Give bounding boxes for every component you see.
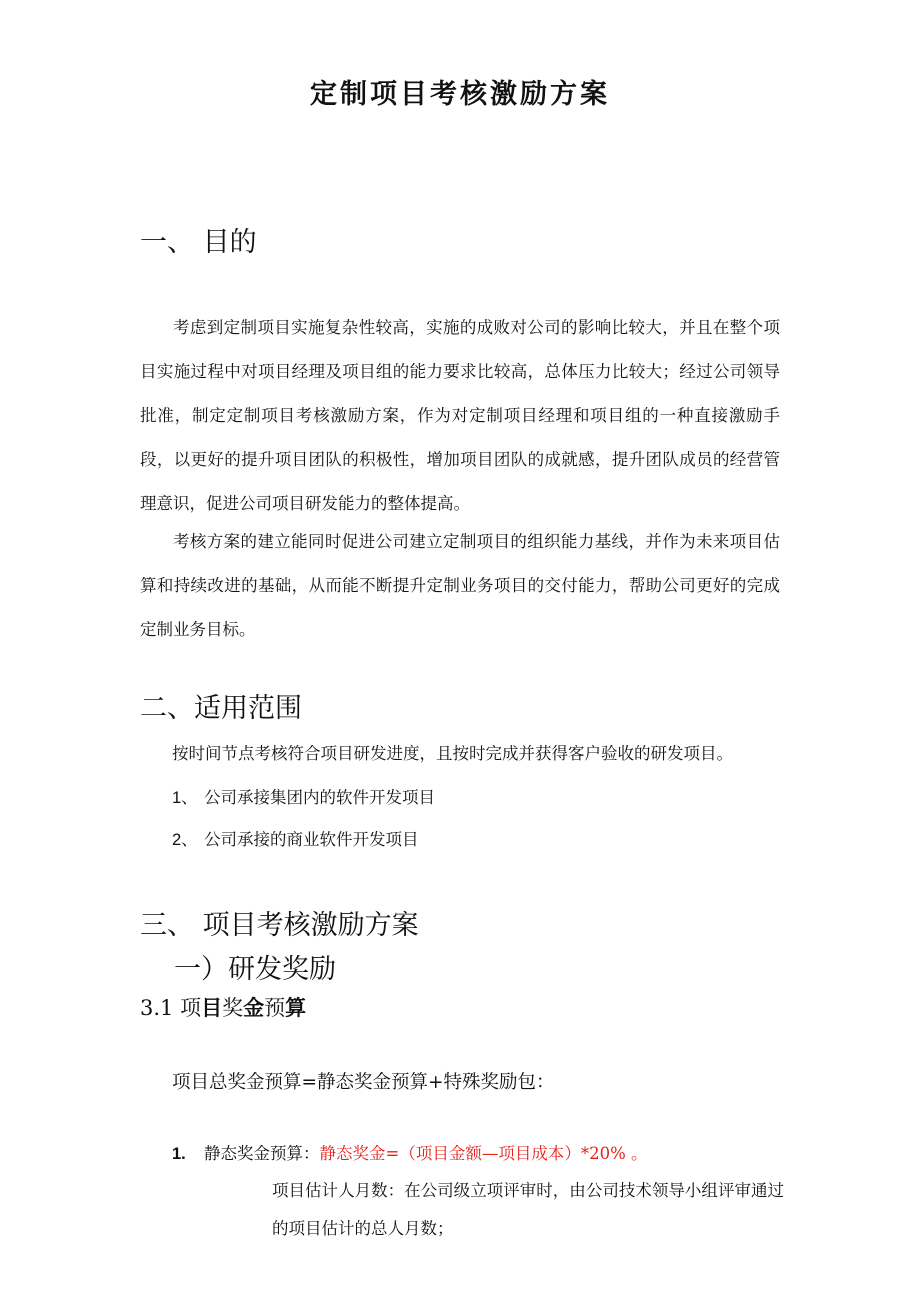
static-bonus-formula: 静态奖金=（项目金额—项目成本）*20% 。	[319, 1144, 648, 1163]
section1-paragraph-1: 考虑到定制项目实施复杂性较高，实施的成败对公司的影响比较大，并且在整个项目实施过程中对项目经理及项目组的能力要求比较高，总体压力比较大；经过公司领导批准，制定定制项目考核激励方案，作为对定制项目经理和项目组的一种直接激励手段，以更好的提升项目团队的积极性，增加项目团队的成就感，提升团队成员的经营管理意识，促进公司项目研发能力的整体提高。	[140, 318, 780, 513]
item-1-detail: 项目估计人月数：在公司级立项评审时，由公司技术领导小组评审通过的项目估计的总人月数；	[272, 1181, 784, 1238]
section3-subheading: 一）研发奖励	[174, 954, 336, 985]
section2-heading: 二、适用范围	[140, 693, 302, 724]
numbered-item-1	[172, 1140, 648, 1164]
list-item	[172, 784, 435, 808]
document-title: 定制项目考核激励方案	[310, 79, 610, 110]
section3-heading: 三、 项目考核激励方案	[140, 910, 419, 941]
list-item-text: 公司承接集团内的软件开发项目	[204, 788, 435, 807]
bonus-formula: 项目总奖金预算=静态奖金预算+特殊奖励包：	[172, 1072, 555, 1093]
section1-paragraph-2: 考核方案的建立能同时促进公司建立定制项目的组织能力基线，并作为未来项目估算和持续改进的基础，从而能不断提升定制业务项目的交付能力，帮助公司更好的完成定制业务目标。	[140, 532, 780, 639]
list-item	[172, 826, 419, 850]
list-item-number: 1、	[172, 789, 198, 807]
item-number: 1.	[172, 1145, 186, 1163]
section1-heading: 一、 目的	[140, 227, 257, 258]
subsection-3-1-heading: 3.1 项目奖金预算	[140, 996, 307, 1020]
section2-intro: 按时间节点考核符合项目研发进度，且按时完成并获得客户验收的研发项目。	[172, 744, 733, 763]
list-item-text: 公司承接的商业软件开发项目	[204, 830, 419, 849]
item-label: 静态奖金预算：	[204, 1144, 320, 1163]
list-item-number: 2、	[172, 831, 198, 849]
